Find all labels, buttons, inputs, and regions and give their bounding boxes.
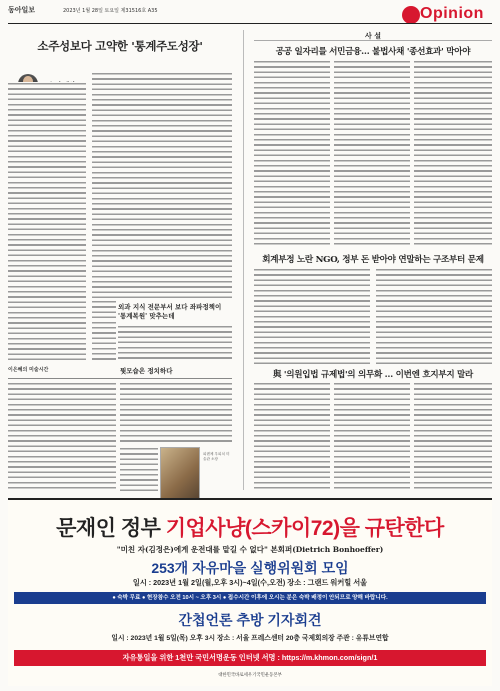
editorial-body-2b: [376, 268, 492, 364]
editorial-body-1b: [334, 60, 410, 248]
column-body-text-end: [118, 325, 232, 362]
editorial-body-3: [254, 382, 330, 492]
ad-headline: [8, 512, 492, 542]
sub-column-body-tail: [120, 447, 158, 492]
editorial-label: 사 설: [365, 31, 381, 40]
advertisement: [8, 498, 492, 686]
sub-column-title: 뭣모습은 정치하다: [120, 367, 173, 375]
column-body-text-bottom: [92, 300, 116, 362]
divider: [254, 40, 492, 41]
ad-rally-title: 253개 자유마을 실행위원회 모임: [151, 560, 349, 576]
column-article: [8, 30, 232, 54]
sub-column-header: [8, 366, 232, 376]
column-body-text: [92, 72, 232, 298]
sub-column-tag: 이은혜의 미술시간: [8, 367, 49, 373]
ad-headline-red: 기업사냥(스카이72)을 규탄한다: [165, 517, 444, 540]
ad-rally-details: 일시 : 2023년 1월 2일(월,오후 3시)~4일(수,오전) 장소 : 그랜드 워커힐 서울: [132, 578, 368, 587]
ad-quote: "미친 자(김정은)에게 운전대를 맡길 수 없다" 본회퍼(Dietrich Bonhoeffer): [116, 545, 384, 554]
issue-date: 2023년 1월 28일 토요일 제31516호 A35: [63, 8, 158, 14]
sub-column-body-left: [8, 382, 116, 492]
paper-logo: 동아일보: [8, 5, 36, 14]
pullquote: 외과 지식 전문부서 보다 좌파정책이 '통계복원' 맞추는데: [118, 303, 222, 320]
ad-signature-bar: 자유통일을 위한 1천만 국민서명운동 인터넷 서명 : https://m.khmon.com/sign/1: [14, 650, 486, 666]
divider: [8, 378, 232, 379]
editorial-body-1: [254, 60, 330, 248]
section-title: Opinion: [420, 5, 484, 22]
editorial-body-2: [254, 268, 370, 364]
ad-press-details: 일시 : 2023년 1월 5일(목) 오후 3시 장소 : 서울 프레스센터 20층 국제회의장 주관 : 유튜브연합: [111, 635, 389, 642]
ad-press-title: 간첩언론 추방 기자회견: [178, 612, 322, 628]
painting-caption: 피렌체 우피치 미술관 소장: [203, 452, 230, 461]
editorial-body-3c: [414, 382, 492, 492]
column-headline: 소주성보다 고약한 '통계주도성장': [37, 39, 203, 53]
ad-notice-bar: ● 숙박 무료 ● 현장참수 오전 10시 ~ 오후 3시 ● 접수시간 이후에 오시는 분은 숙박 배정이 안되므로 양해 바랍니다.: [14, 592, 486, 604]
editorial-body-3b: [334, 382, 410, 492]
divider: [8, 23, 492, 24]
editorial-headline-2: 회계부정 노란 NGO, 정부 돈 받아야 연말하는 구조부터 문제: [262, 255, 484, 265]
opinion-logo-icon: [402, 6, 420, 24]
editorial-headline-1: 공공 일자리를 서민금융… 불법사채 '종선효과' 막아야: [275, 47, 471, 57]
column-divider: [243, 30, 244, 490]
editorial-headline-3: 與 '의원입법 규제법'의 의무화 … 이번엔 흐지부지 말라: [272, 370, 474, 380]
painting-image: [160, 447, 200, 499]
column-body-text-left: [8, 82, 86, 362]
ad-sponsor: 대한민국바로세우기국민운동본부: [218, 673, 282, 678]
sub-column-body-right: [120, 382, 232, 444]
editorial-body-1c: [414, 60, 492, 248]
ad-headline-plain: 문재인 정부: [56, 517, 166, 540]
